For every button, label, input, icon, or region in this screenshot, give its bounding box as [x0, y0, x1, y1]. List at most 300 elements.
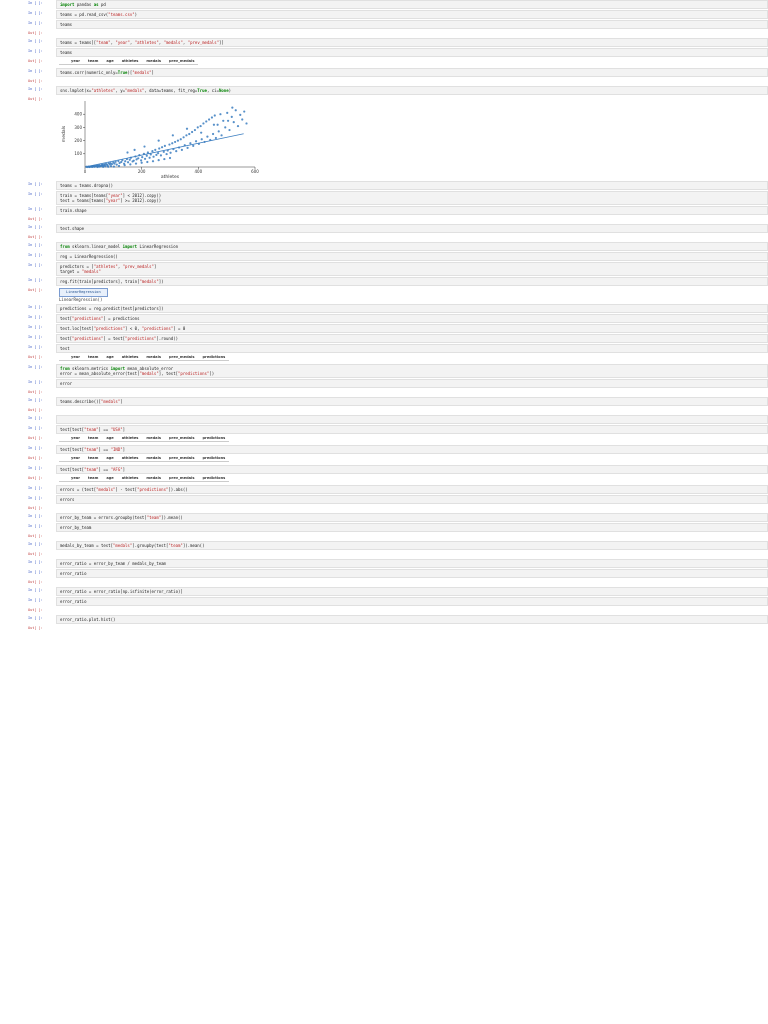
column-header: year — [67, 436, 84, 442]
code-cell — [28, 181, 768, 190]
cell-prompt: In [ ]: — [28, 446, 43, 450]
code-token: train.shape — [60, 208, 87, 213]
code-line — [60, 244, 764, 249]
code-editor[interactable] — [56, 224, 768, 233]
code-token: , — [129, 40, 135, 45]
code-line — [60, 543, 764, 548]
code-line — [60, 198, 764, 203]
code-line — [60, 226, 764, 231]
code-editor[interactable] — [56, 495, 768, 504]
code-line — [60, 617, 764, 622]
code-token: "IND" — [110, 447, 123, 452]
data-point — [195, 140, 197, 142]
x-tick-label: 400 — [194, 169, 203, 174]
notebook — [28, 0, 768, 632]
code-token: ] — [153, 264, 157, 269]
text-output — [56, 579, 768, 586]
output-cell — [28, 216, 768, 223]
code-line — [60, 269, 764, 274]
code-token: error_ratio — [60, 599, 87, 604]
column-header: prev_medals — [165, 355, 198, 361]
output-cell — [28, 78, 768, 85]
table-header-row — [59, 59, 198, 65]
cell-prompt: Out[ ]: — [28, 534, 43, 538]
code-line — [60, 525, 764, 530]
cell-prompt: In [ ]: — [28, 524, 43, 528]
code-token: , — [182, 40, 188, 45]
data-point — [205, 120, 207, 122]
text-output — [56, 533, 768, 540]
code-token: test.loc[test[ — [60, 326, 94, 331]
output-cell — [28, 354, 768, 363]
code-line — [60, 183, 764, 188]
column-header: year — [67, 456, 84, 462]
column-header: athletes — [118, 456, 143, 462]
output-cell — [28, 505, 768, 512]
data-point — [141, 162, 143, 164]
code-editor[interactable] — [56, 304, 768, 313]
column-header — [59, 355, 67, 361]
data-point — [231, 107, 233, 109]
code-cell — [28, 364, 768, 378]
code-token: error_ratio = error_by_team / medals_by_team — [60, 561, 166, 566]
cell-prompt: Out[ ]: — [28, 31, 43, 35]
data-point — [218, 130, 220, 132]
scatter-chart — [59, 97, 259, 179]
code-token: "medals" — [139, 279, 159, 284]
cell-prompt: Out[ ]: — [28, 476, 43, 480]
column-header: year — [67, 476, 84, 482]
data-point — [113, 166, 115, 168]
code-token: errors — [60, 497, 75, 502]
code-editor[interactable] — [56, 324, 768, 333]
code-cell — [28, 262, 768, 276]
cell-prompt: Out[ ]: — [28, 506, 43, 510]
data-point — [102, 166, 104, 168]
code-cell — [28, 304, 768, 313]
code-cell — [28, 68, 768, 77]
data-point — [192, 145, 194, 147]
code-token: medals_by_team = test[ — [60, 543, 113, 548]
code-token: error_ratio — [60, 571, 87, 576]
code-token: ) — [228, 88, 232, 93]
code-token: "predictions" — [178, 371, 210, 376]
cell-prompt: Out[ ]: — [28, 626, 43, 630]
data-point — [116, 164, 118, 166]
cell-prompt: In [ ]: — [28, 207, 43, 211]
code-cell — [28, 541, 768, 550]
code-token: as — [93, 2, 99, 7]
dataframe-table — [59, 476, 229, 482]
code-cell — [28, 242, 768, 251]
data-point — [129, 163, 131, 165]
code-editor[interactable] — [56, 615, 768, 624]
code-token: "team" — [96, 40, 111, 45]
cell-prompt: Out[ ]: — [28, 456, 43, 460]
code-token: ] — [120, 399, 123, 404]
data-point — [143, 145, 145, 147]
code-editor[interactable] — [56, 587, 768, 596]
code-editor[interactable] — [56, 0, 768, 9]
data-point — [245, 122, 247, 124]
dataframe-table — [59, 59, 198, 65]
data-point — [141, 156, 143, 158]
cell-prompt: In [ ]: — [28, 263, 43, 267]
code-token: ]] — [219, 40, 224, 45]
cell-prompt: In [ ]: — [28, 325, 43, 329]
code-editor[interactable] — [56, 191, 768, 205]
code-editor[interactable] — [56, 425, 768, 434]
cell-prompt: Out[ ]: — [28, 390, 43, 394]
data-point — [169, 157, 171, 159]
code-editor[interactable] — [56, 277, 768, 286]
code-line — [60, 497, 764, 502]
column-header — [59, 436, 67, 442]
code-token: , — [158, 40, 164, 45]
cell-prompt: In [ ]: — [28, 21, 43, 25]
data-point — [149, 157, 151, 159]
data-point — [172, 134, 174, 136]
code-cell — [28, 48, 768, 57]
code-line — [60, 346, 764, 351]
code-cell — [28, 465, 768, 474]
code-editor[interactable] — [56, 445, 768, 454]
data-point — [215, 137, 217, 139]
code-line — [60, 208, 764, 213]
code-token: "team" — [84, 447, 99, 452]
column-header — [59, 59, 67, 65]
data-point — [99, 166, 101, 168]
x-tick-label: 200 — [137, 169, 146, 174]
output-cell — [28, 551, 768, 558]
column-header: athletes — [118, 59, 143, 65]
code-cell — [28, 597, 768, 606]
cell-prompt: In [ ]: — [28, 416, 43, 420]
column-header: medals — [142, 436, 165, 442]
code-editor[interactable] — [56, 314, 768, 323]
code-cell — [28, 485, 768, 494]
cell-prompt: In [ ]: — [28, 588, 43, 592]
column-header: team — [84, 476, 102, 482]
code-token: import — [60, 2, 75, 7]
model-repr-label[interactable]: LinearRegression — [59, 288, 108, 297]
code-token: ] = 0 — [173, 326, 186, 331]
data-point — [127, 161, 129, 163]
code-line — [60, 12, 764, 17]
data-point — [146, 161, 148, 163]
code-cell — [28, 425, 768, 434]
code-editor[interactable] — [56, 513, 768, 522]
code-editor[interactable] — [56, 415, 768, 424]
code-editor[interactable] — [56, 20, 768, 29]
code-editor[interactable] — [56, 465, 768, 474]
code-editor[interactable] — [56, 379, 768, 388]
y-tick-label: 300 — [74, 124, 82, 130]
code-editor[interactable] — [56, 48, 768, 57]
data-point — [235, 109, 237, 111]
code-line — [60, 589, 764, 594]
column-header — [59, 476, 67, 482]
code-line — [60, 316, 764, 321]
code-editor[interactable] — [56, 206, 768, 215]
code-token: train = teams[teams[ — [60, 193, 109, 198]
code-token: "team" — [84, 467, 99, 472]
dataframe-table — [59, 456, 229, 462]
code-cell — [28, 559, 768, 568]
code-token: pd — [98, 2, 106, 7]
column-header: year — [67, 355, 84, 361]
code-line — [60, 599, 764, 604]
output-cell — [28, 389, 768, 396]
y-tick-label: 200 — [74, 138, 82, 143]
code-cell — [28, 445, 768, 454]
code-token: reg = LinearRegression() — [60, 254, 118, 259]
cell-prompt: Out[ ]: — [28, 552, 43, 556]
code-token: ] >= 2012].copy() — [120, 198, 162, 203]
code-token: import — [122, 244, 138, 249]
data-point — [96, 166, 98, 168]
column-header: year — [67, 59, 84, 65]
code-line — [60, 571, 764, 576]
code-token: test[ — [60, 336, 73, 341]
cell-prompt: Out[ ]: — [28, 408, 43, 412]
code-cell — [28, 277, 768, 286]
output-cell — [28, 579, 768, 586]
data-point — [154, 149, 156, 151]
code-token: import — [110, 366, 126, 371]
code-cell — [28, 344, 768, 353]
code-editor[interactable] — [56, 541, 768, 550]
data-point — [201, 138, 203, 140]
data-point — [191, 131, 193, 133]
code-editor[interactable] — [56, 252, 768, 261]
data-point — [181, 149, 183, 151]
code-token: ] - test[ — [115, 487, 138, 492]
code-token: True — [117, 70, 128, 75]
data-point — [151, 150, 153, 152]
code-token: error_by_team — [60, 525, 92, 530]
data-point — [186, 128, 188, 130]
text-output — [56, 407, 768, 414]
code-token: predictions = reg.predict(test[predictors]) — [60, 306, 164, 311]
data-point — [185, 134, 187, 136]
code-editor[interactable] — [56, 10, 768, 19]
data-point — [166, 153, 168, 155]
code-cell — [28, 523, 768, 532]
code-cell — [28, 206, 768, 215]
code-token: "athletes" — [91, 88, 116, 93]
code-cell — [28, 314, 768, 323]
cell-prompt: In [ ]: — [28, 560, 43, 564]
code-editor[interactable] — [56, 397, 768, 406]
code-line — [60, 22, 764, 27]
code-token: predictors = [ — [60, 264, 94, 269]
code-token: "predictions" — [72, 316, 104, 321]
code-editor[interactable] — [56, 334, 768, 343]
text-output — [56, 78, 768, 85]
code-line — [60, 515, 764, 520]
table-header-row — [59, 355, 229, 361]
code-token: )[ — [127, 70, 133, 75]
code-editor[interactable] — [56, 523, 768, 532]
code-token: "predictions" — [137, 487, 169, 492]
code-token: "predictions" — [141, 326, 174, 331]
data-point — [140, 159, 142, 161]
cell-prompt: In [ ]: — [28, 192, 43, 196]
code-token: "year" — [105, 198, 121, 203]
data-point — [161, 146, 163, 148]
code-token: "medals" — [125, 88, 145, 93]
data-point — [217, 124, 219, 126]
column-header: medals — [142, 59, 165, 65]
code-line — [60, 371, 764, 376]
code-line — [60, 88, 764, 93]
cell-prompt: Out[ ]: — [28, 235, 43, 239]
code-token: "prev_medals" — [187, 40, 220, 45]
code-line — [60, 447, 764, 452]
code-editor[interactable] — [56, 569, 768, 578]
code-token: , data=teams, fit_reg= — [144, 88, 198, 93]
data-point — [175, 150, 177, 152]
code-editor[interactable] — [56, 364, 768, 378]
cell-prompt: In [ ]: — [28, 598, 43, 602]
code-token: ] — [122, 447, 126, 452]
data-point — [233, 121, 235, 123]
code-editor[interactable] — [56, 242, 768, 251]
cell-prompt: In [ ]: — [28, 616, 43, 620]
code-editor[interactable] — [56, 68, 768, 77]
code-editor[interactable] — [56, 86, 768, 95]
cell-prompt: In [ ]: — [28, 345, 43, 349]
cell-prompt: In [ ]: — [28, 182, 43, 186]
code-line — [60, 427, 764, 432]
cell-prompt: In [ ]: — [28, 315, 43, 319]
code-line — [60, 381, 764, 386]
column-header: athletes — [118, 436, 143, 442]
code-line — [60, 306, 764, 311]
data-point — [118, 165, 120, 167]
data-point — [104, 165, 106, 167]
column-header: team — [84, 436, 102, 442]
code-token: teams — [60, 50, 73, 55]
code-editor[interactable] — [56, 485, 768, 494]
cell-prompt: In [ ]: — [28, 514, 43, 518]
code-token: True — [197, 88, 207, 93]
code-token: teams.describe()[ — [60, 399, 101, 404]
code-cell — [28, 587, 768, 596]
code-token: "year" — [115, 40, 130, 45]
data-point — [155, 154, 157, 156]
dataframe-output — [56, 354, 768, 363]
cell-prompt: In [ ]: — [28, 398, 43, 402]
column-header: medals — [142, 456, 165, 462]
data-point — [227, 120, 229, 122]
cell-prompt: Out[ ]: — [28, 608, 43, 612]
y-tick-label: 400 — [74, 111, 82, 117]
dataframe-output — [56, 30, 768, 37]
code-token: ] == — [98, 427, 111, 432]
column-header: age — [102, 456, 117, 462]
code-token: "medals" — [96, 487, 116, 492]
code-editor[interactable] — [56, 597, 768, 606]
code-token: ]) — [158, 279, 164, 284]
column-header: athletes — [118, 476, 143, 482]
code-editor[interactable] — [56, 38, 768, 47]
text-output — [56, 607, 768, 614]
data-point — [177, 140, 179, 142]
code-token: "medals" — [163, 40, 183, 45]
chart-output — [56, 96, 768, 180]
code-token: error_ratio.plot.hist() — [60, 617, 116, 622]
code-line — [60, 279, 764, 284]
code-token: , — [117, 264, 123, 269]
text-output — [56, 505, 768, 512]
data-point — [200, 132, 202, 134]
code-token: "USA" — [110, 427, 123, 432]
cell-prompt: In [ ]: — [28, 243, 43, 247]
cell-prompt: Out[ ]: — [28, 59, 43, 63]
regression-line — [88, 134, 244, 167]
code-cell — [28, 38, 768, 47]
x-tick-label: 600 — [251, 169, 259, 174]
cell-prompt: In [ ]: — [28, 570, 43, 574]
data-point — [219, 113, 221, 115]
text-output — [56, 216, 768, 223]
code-cell — [28, 513, 768, 522]
dataframe-output — [56, 435, 768, 444]
cell-prompt: In [ ]: — [28, 466, 43, 470]
code-line — [60, 561, 764, 566]
cell-prompt: In [ ]: — [28, 1, 43, 5]
code-token: error — [60, 381, 73, 386]
column-header: athletes — [118, 355, 143, 361]
output-cell — [28, 96, 768, 180]
code-token: None — [218, 88, 229, 93]
code-token: "team" — [84, 427, 99, 432]
code-editor[interactable] — [56, 344, 768, 353]
code-line — [60, 326, 764, 331]
code-token: from — [60, 244, 70, 249]
y-tick-label: 100 — [74, 151, 82, 157]
code-line — [60, 2, 764, 7]
column-header: team — [84, 456, 102, 462]
data-point — [174, 141, 176, 143]
column-header: medals — [142, 476, 165, 482]
column-header: predictions — [198, 436, 229, 442]
data-point — [222, 120, 224, 122]
code-token: teams — [60, 22, 73, 27]
code-token: , y= — [115, 88, 126, 93]
data-point — [91, 166, 93, 168]
output-cell — [28, 475, 768, 484]
code-token: "medals" — [132, 70, 152, 75]
code-token: teams = pd.read_csv( — [60, 12, 109, 17]
model-repr-text: LinearRegression() — [59, 297, 103, 302]
data-point — [158, 159, 160, 161]
code-editor[interactable] — [56, 559, 768, 568]
code-token: ]).mean() — [161, 515, 183, 520]
data-point — [94, 166, 96, 168]
code-editor[interactable] — [56, 181, 768, 190]
code-cell — [28, 224, 768, 233]
column-header: predictions — [198, 355, 229, 361]
code-token: test = teams[teams[ — [60, 198, 106, 203]
cell-prompt: Out[ ]: — [28, 97, 43, 101]
code-line — [60, 487, 764, 492]
code-editor[interactable] — [56, 262, 768, 276]
data-point — [168, 143, 170, 145]
code-token: ] == — [98, 447, 111, 452]
